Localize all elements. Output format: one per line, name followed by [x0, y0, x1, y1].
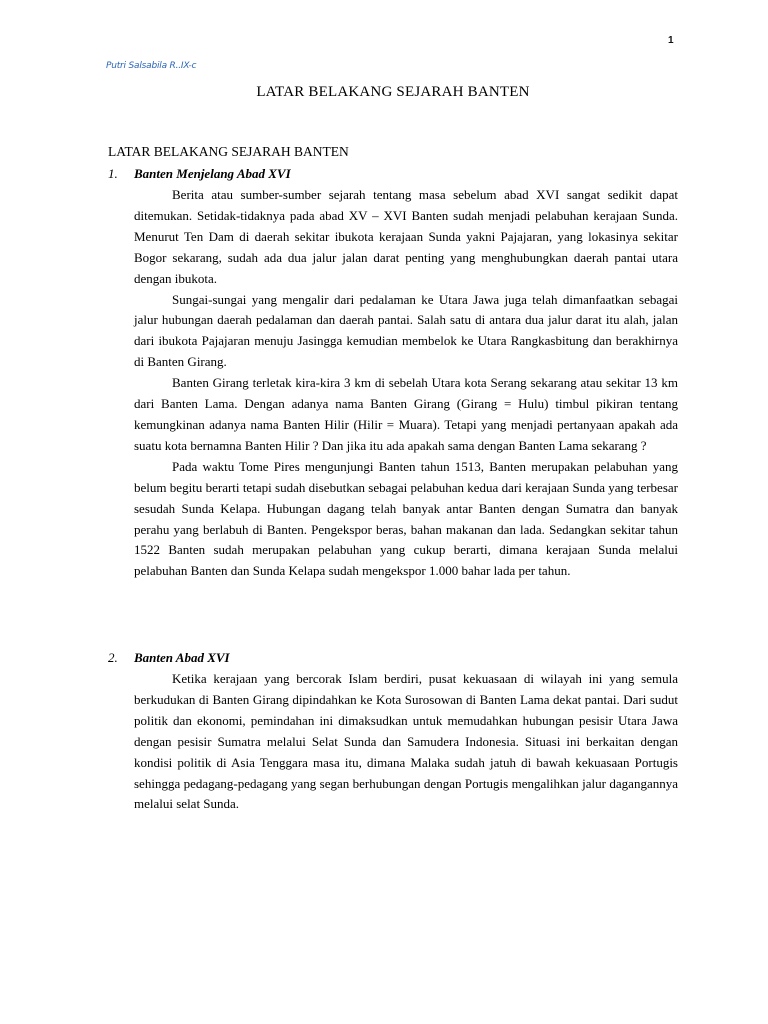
paragraph: Berita atau sumber-sumber sejarah tentang masa sebelum abad XVI sangat sedikit dapat ditemukan. Setidak-tidaknya pada abad XV – XVI Banten sudah menjadi pelabuhan kerajaan Sunda. Menurut Ten Dam di daerah sekitar ibukota kerajaan Sunda yakni Pajajaran, yang lokasinya sekitar Bogor sekarang, sudah ada dua jalur jalan darat penting yang menghubungkan daerah pantai utara dengan ibukota.	[134, 187, 678, 286]
subsection-number: 2.	[108, 650, 118, 665]
subsection-title: Banten Abad XVI	[134, 650, 230, 665]
subsection-title: Banten Menjelang Abad XVI	[134, 166, 291, 181]
page-number: 1	[668, 35, 674, 46]
subsection-body-2	[134, 669, 678, 815]
paragraph: Pada waktu Tome Pires mengunjungi Banten tahun 1513, Banten merupakan pelabuhan yang belum begitu berarti tetapi sudah disebutkan sebagai pelabuhan kedua dari kerajaan Sunda yang terbesar sesudah Sunda Kelapa. Hubungan dagang telah banyak antar Banten dengan Sumatra dan banyak perahu yang berlabuh di Banten. Pengekspor beras, bahan makanan dan lada. Sedangkan sekitar tahun 1522 Banten sudah merupakan pelabuhan yang cukup berarti, dimana kerajaan Sunda melalui pelabuhan Banten dan Sunda Kelapa sudah mengekspor 1.000 bahar lada per tahun.	[134, 458, 678, 579]
paragraph: Sungai-sungai yang mengalir dari pedalaman ke Utara Jawa juga telah dimanfaatkan sebagai jalur hubungan daerah pedalaman dan daerah pantai. Salah satu di antara dua jalur darat itu alah, jalan dari ibukota Pajajaran menuju Jasingga kemudian membelok ke Utara Rangkasbitung dan berakhirnya di Banten Girang.	[134, 291, 678, 370]
section-heading: LATAR BELAKANG SEJARAH BANTEN	[108, 144, 349, 159]
author-line: Putri Salsabila R..IX-c	[106, 61, 197, 71]
subsection-body-1	[134, 185, 678, 582]
subsection-number: 1.	[108, 166, 118, 181]
document-title: LATAR BELAKANG SEJARAH BANTEN	[256, 84, 530, 100]
subsection-heading-2	[108, 648, 230, 668]
paragraph: Banten Girang terletak kira-kira 3 km di sebelah Utara kota Serang sekarang atau sekitar 13 km dari Banten Lama. Dengan adanya nama Banten Girang (Girang = Hulu) timbul pikiran tentang kemungkinan adanya nama Banten Hilir (Hilir = Muara). Tetapi yang menjadi pertanyaan apakah ada suatu kota bernamna Banten Hilir ? Dan jika itu ada apakah sama dengan Banten Lama sekarang ?	[134, 375, 678, 453]
paragraph: Ketika kerajaan yang bercorak Islam berdiri, pusat kekuasaan di wilayah ini yang semula berkudukan di Banten Girang dipindahkan ke Kota Surosowan di Banten Lama dekat pantai. Dari sudut politik dan ekonomi, pemindahan ini dimaksudkan untuk memudahkan hubungan pesisir Utara Jawa dengan pesisir Sumatra melalui Selat Sunda dan Samudera Indonesia. Situasi ini berkaitan dengan kondisi politik di Asia Tenggara masa itu, dimana Malaka sudah jatuh di bawah kekuasaan Portugis sehingga pedagang-pedagang yang segan berhubungan dengan Portugis mengalihkan jalur dagangannya melalui selat Sunda.	[134, 671, 678, 812]
subsection-heading-1	[108, 164, 291, 184]
